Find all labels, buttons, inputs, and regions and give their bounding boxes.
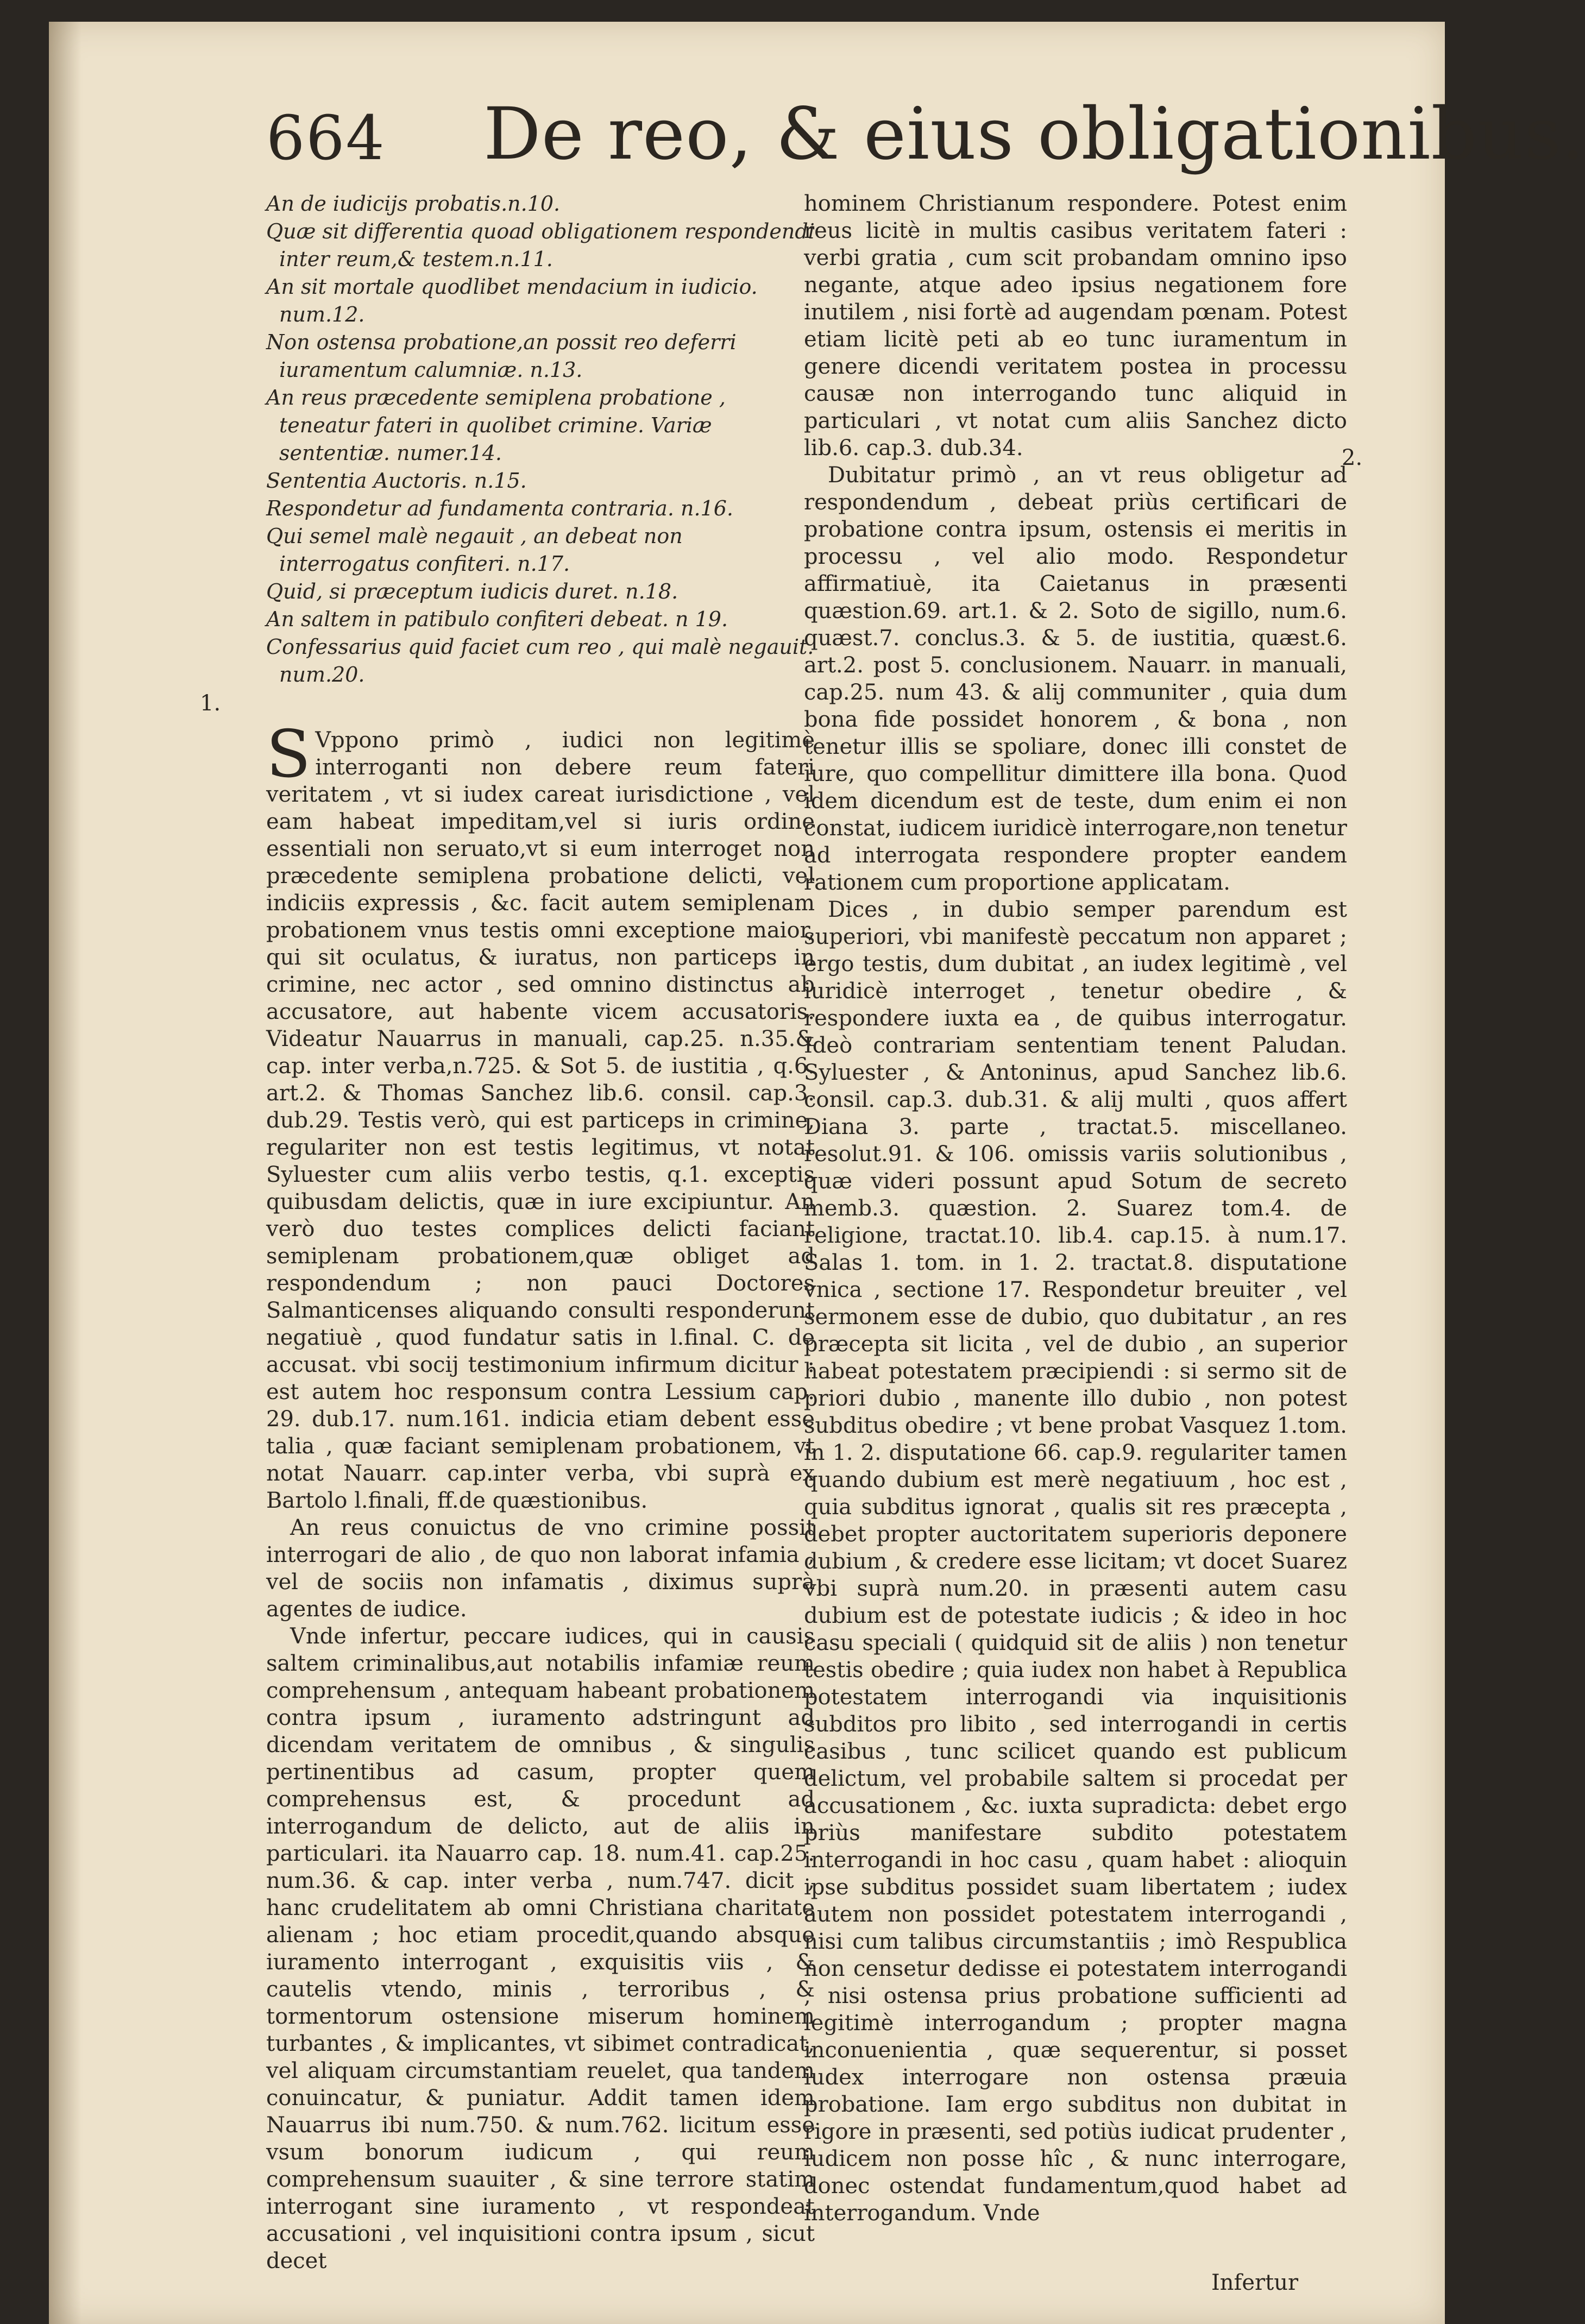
summary-item: Confessarius quid faciet cum reo , qui malè negauit. num.20. <box>266 635 814 687</box>
summary-item: An de iudicijs probatis.n.10. <box>266 192 561 216</box>
paragraph-text: Vppono primò , iudici non legitimè interroganti non debere reum fateri veritatem , vt si iudex careat iurisdictione , vel eam habeat impeditam,vel si iuris ordine essentiali non seruato,vt si eum interroget non præcedente semiplena probatione delicti, vel indiciis expressis , &c. facit autem semiplenam probationem vnus testis omni exceptione maior, qui sit oculatus, & iuratus, non particeps in crimine, nec actor , sed omnino distinctus ab accusatore, aut habente vicem accusatoris. Videatur Nauarrus in manuali, cap.25. n.35.& cap. inter verba,n.725. & Sot 5. de iustitia , q.6. art.2. & Thomas Sanchez lib.6. consil. cap.3. dub.29. Testis verò, qui est particeps in crimine, regulariter non est testis legitimus, vt notat Syluester cum aliis verbo testis, q.1. exceptis quibusdam delictis, quæ in iure excipiuntur. An verò duo testes complices delicti faciant semiplenam probationem,quæ obliget ad respondendum ; non pauci Doctores Salmanticenses aliquando consulti responderunt negatiuè , quod fundatur satis in l.final. C. de accusat. vbi socij testimonium infirmum dicitur : est autem hoc responsum contra Lessium cap. 29. dub.17. num.161. indicia etiam debent esse talia , quæ faciant semiplenam probationem, vt notat Nauarr. cap.inter verba, vbi suprà ex Bartolo l.finali, ff.de quæstionibus. <box>266 728 815 1513</box>
summary-item: Respondetur ad fundamenta contraria. n.16. <box>266 496 733 520</box>
summary-item: Qui semel malè negauit , an debeat non interrogatus confiteri. n.17. <box>266 524 683 576</box>
book-page <box>49 22 1585 2324</box>
summary-item: Sententia Auctoris. n.15. <box>266 469 527 493</box>
drop-cap: S <box>266 717 311 792</box>
margin-number-1: 1. <box>200 691 221 716</box>
summary-item: An saltem in patibulo confiteri debeat. n 19. <box>266 607 728 631</box>
summary-item: An sit mortale quodlibet mendacium in iudicio. num.12. <box>266 275 758 326</box>
running-title: De reo, & eius obligationibus. <box>483 92 1585 176</box>
summary-item: Quæ sit differentia quoad obligationem respondendi inter reum,& testem.n.11. <box>266 219 815 271</box>
page-number: 664 <box>266 103 386 174</box>
left-body-text <box>266 717 815 2275</box>
binding-gutter-shadow <box>49 22 81 2324</box>
paragraph: An reus conuictus de vno crimine possit interrogari de alio , de quo non laborat infamia , vel de sociis non infamatis , diximus suprà agentes de iudice. <box>266 1515 815 1622</box>
paragraph: Dices , in dubio semper parendum est superiori, vbi manifestè peccatum non apparet ; ergo testis, dum dubitat , an iudex legitimè , vel iuridicè interroget , tenetur obedire , & respondere iuxta ea , de quibus interrogatur. Ideò contrariam sententiam tenent Paludan. Syluester , & Antoninus, apud Sanchez lib.6. consil. cap.3. dub.31. & alij multi , quos affert Diana 3. parte , tractat.5. miscellaneo. resolut.91. & 106. omissis variis solutionibus , quæ videri possunt apud Sotum de secreto memb.3. quæstion. 2. Suarez tom.4. de religione, tractat.10. lib.4. cap.15. à num.17. Salas 1. tom. in 1. 2. tractat.8. disputatione vnica , sectione 17. Respondetur breuiter , vel sermonem esse de dubio, quo dubitatur , an res præcepta sit licita , vel de dubio , an superior habeat potestatem præcipiendi : si sermo sit de priori dubio , manente illo dubio , non potest subditus obedire ; vt bene probat Vasquez 1.tom. in 1. 2. disputatione 66. cap.9. regulariter tamen quando dubium est merè negatiuum , hoc est , quia subditus ignorat , qualis sit res præcepta , debet propter auctoritatem superioris deponere dubium , & credere esse licitam; vt docet Suarez vbi suprà num.20. in præsenti autem casu dubium est de potestate iudicis ; & ideo in hoc casu speciali ( quidquid sit de aliis ) non tenetur testis obedire ; quia iudex non habet à Republica potestatem interrogandi via inquisitionis subditos pro libito , sed interrogandi in certis casibus , tunc scilicet quando est publicum delictum, vel probabile saltem si procedat per accusationem , &c. iuxta supradicta: debet ergo priùs manifestare subdito potestatem interrogandi in hoc casu , quam habet : alioquin ipse subditus possidet suam libertatem ; iudex autem non possidet potestatem interrogandi , nisi cum talibus circumstantiis ; imò Respublica non censetur dedisse ei potestatem interrogandi , nisi ostensa prius probatione sufficienti ad legitimè interrogandum ; propter magna inconuenientia , quæ sequerentur, si posset iudex interrogare non ostensa præuia probatione. Iam ergo subditus non dubitat in rigore in præsenti, sed potiùs iudicat prudenter , iudicem non posse hîc , & nunc interrogare, donec ostendat fundamentum,quod habet ad interrogandum. Vnde <box>804 897 1347 2226</box>
paragraph: hominem Christianum respondere. Potest enim reus licitè in multis casibus veritatem fateri : verbi gratia , cum scit probandam omnino ipso negante, atque adeo ipsius negationem fore inutilem , nisi fortè ad augendam pœnam. Potest etiam licitè peti ab eo tunc iuramentum in genere dicendi veritatem postea in processu causæ non interrogando tunc aliquid in particulari , vt notat cum aliis Sanchez dicto lib.6. cap.3. dub.34. <box>804 191 1347 461</box>
paragraph: Dubitatur primò , an vt reus obligetur ad respondendum , debeat priùs certificari de probatione contra ipsum, ostensis ei meritis in processu , vel alio modo. Respondetur affirmatiuè, ita Caietanus in præsenti quæstion.69. art.1. & 2. Soto de sigillo, num.6. quæst.7. conclus.3. & 5. de iustitia, quæst.6. art.2. post 5. conclusionem. Nauarr. in manuali, cap.25. num 43. & alij communiter , quia dum bona fide possidet honorem , & bona , non tenetur illis se spoliare, donec illi constet de iure, quo compellitur dimittere illa bona. Quod idem dicendum est de teste, dum enim ei non constat, iudicem iuridicè interrogare,non tenetur ad interrogata respondere propter eandem rationem cum proportione applicatam. <box>804 463 1347 895</box>
paragraph <box>266 717 815 1514</box>
margin-number-2: 2. <box>1342 445 1363 470</box>
summary-item: Non ostensa probatione,an possit reo deferri iuramentum calumniæ. n.13. <box>266 330 737 382</box>
running-header <box>266 87 1585 179</box>
right-column <box>804 190 1347 2227</box>
left-column <box>266 190 815 2275</box>
summary-item: An reus præcedente semiplena probatione , teneatur fateri in quolibet crimine. Variæ sententiæ. numer.14. <box>266 386 726 465</box>
summary-item: Quid, si præceptum iudicis duret. n.18. <box>266 580 678 603</box>
summary-list <box>266 190 815 689</box>
paragraph: Vnde infertur, peccare iudices, qui in causis saltem criminalibus,aut notabilis infamiæ reum comprehensum , antequam habeant probationem contra ipsum , iuramento adstringunt ad dicendam veritatem de omnibus , & singulis pertinentibus ad casum, propter quem comprehensus est, & procedunt ad interrogandum de delicto, aut de aliis in particulari. ita Nauarro cap. 18. num.41. cap.25. num.36. & cap. inter verba , num.747. dicit , hanc crudelitatem ab omni Christiana charitate alienam ; hoc etiam procedit,quando absque iuramento interrogant , exquisitis viis , & cautelis vtendo, minis , terroribus , & tormentorum ostensione miserum hominem turbantes , & implicantes, vt sibimet contradicat, vel aliquam circumstantiam reuelet, qua tandem conuincatur, & puniatur. Addit tamen idem Nauarrus ibi num.750. & num.762. licitum esse vsum bonorum iudicum , qui reum comprehensum suauiter , & sine terrore statim interrogant sine iuramento , vt respondeat accusationi , vel inquisitioni contra ipsum , sicut decet <box>266 1624 815 2273</box>
catchword: Infertur <box>1211 2270 1299 2295</box>
